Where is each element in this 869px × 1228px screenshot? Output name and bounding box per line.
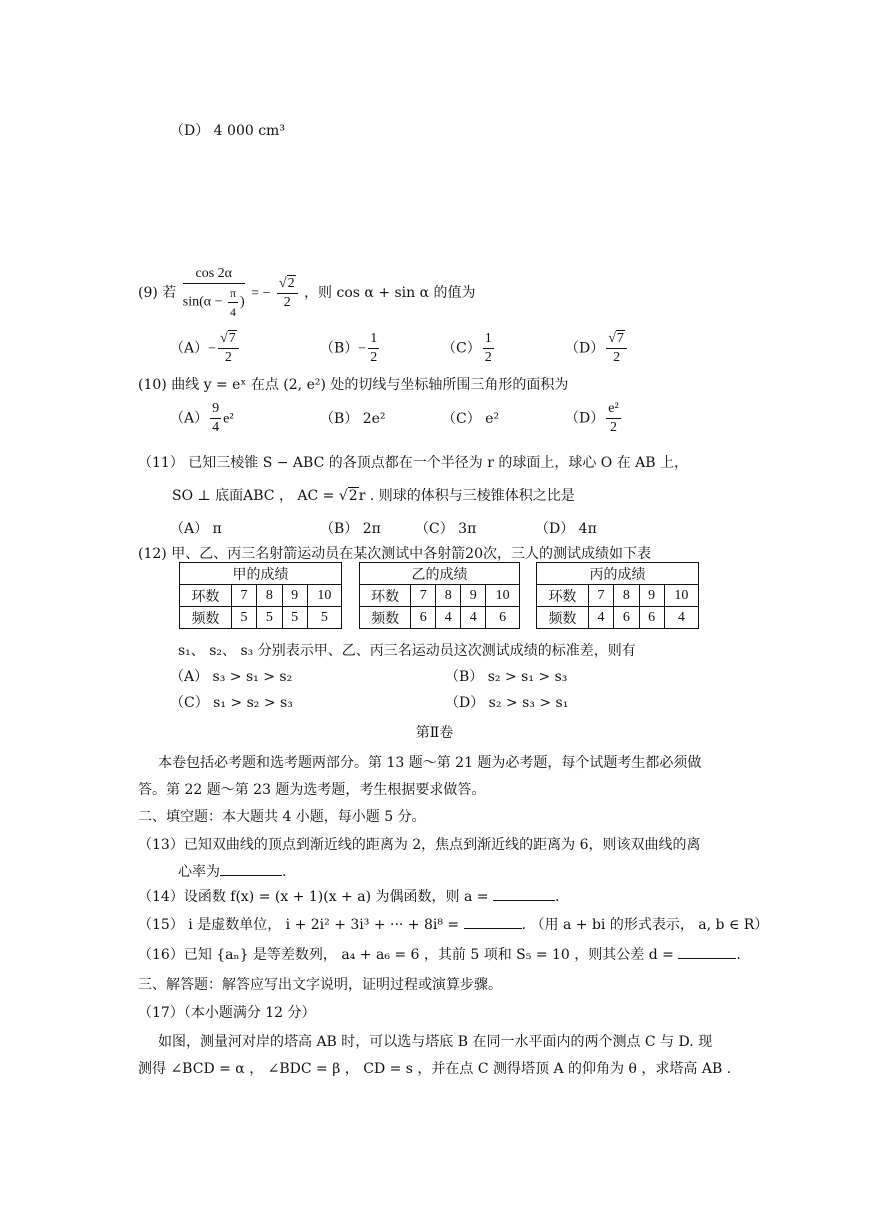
q12-option-a: （A） s₃ > s₁ > s₂ (170, 669, 293, 685)
q13-answer-blank (220, 863, 282, 876)
q9-option-a-label: （A） (170, 340, 209, 357)
table-cell: 频数 (360, 607, 411, 629)
q14-answer-blank (493, 888, 555, 901)
table-row (537, 607, 699, 629)
q9-den-sin: sin(α − (182, 294, 226, 310)
q11-option-a: （A） π (170, 521, 222, 537)
table-cell: 频数 (537, 607, 589, 629)
part2-intro-line2: 答。第 22 题～第 23 题为选考题，考生根据要求做答。 (138, 782, 486, 798)
q9-option-d-radicand: 7 (616, 331, 624, 346)
table-row (537, 585, 699, 607)
q9-lhs-numerator: cos 2α (183, 265, 245, 284)
q9-option-c-den: 2 (484, 350, 492, 365)
q8-option-d: （D） 4 000 cm³ (170, 123, 285, 139)
table-cell: 6 (486, 607, 520, 629)
q9-option-a (170, 330, 241, 367)
table-cell: 5 (282, 607, 307, 629)
q14 (138, 886, 559, 906)
q9-den-pi: π (228, 284, 238, 303)
table-cell: 频数 (180, 607, 232, 629)
q11-stem2-b: r . 则球的体积与三棱锥体积之比是 (358, 488, 575, 504)
q9-option-b-frac (368, 330, 379, 367)
q9-den-pi-frac (228, 284, 238, 321)
table-row (180, 607, 342, 629)
q9-number: (9) (138, 285, 158, 301)
q10-option-a-frac (210, 400, 221, 437)
q9-option-d-den: 2 (613, 350, 621, 365)
section2-heading: 二、填空题：本大题共 4 小题，每小题 5 分。 (138, 809, 426, 825)
table-cell: 4 (436, 607, 461, 629)
q9-option-b (320, 330, 381, 367)
q11-stem2-a: SO ⊥ 底面ABC ， AC = (172, 488, 339, 504)
table-cell: 6 (639, 607, 664, 629)
table-cell: 8 (257, 585, 282, 607)
q10-option-a-label: （A） (170, 410, 209, 427)
q10-option-d-label: （D） (565, 410, 605, 427)
q10-option-a-den: 4 (212, 420, 220, 435)
q9-option-d-label: （D） (565, 340, 605, 357)
q13-prompt: 心率为 (178, 864, 220, 880)
q17-heading: （17）（本小题满分 12 分） (138, 1005, 316, 1021)
q10-option-c: （C） e² (442, 411, 500, 427)
table-cell: 环数 (360, 585, 411, 607)
q11-option-b: （B） 2π (320, 521, 381, 537)
q9-den-close: ) (240, 294, 245, 310)
q9-rhs-radicand: 2 (287, 275, 295, 291)
q12-option-b: （B） s₂ > s₁ > s₃ (445, 669, 568, 685)
q16 (138, 944, 741, 964)
table-cell: 10 (486, 585, 520, 607)
q15-end: . （用 a + bi 的形式表示， a, b ∈ R） (521, 917, 769, 933)
q9-option-b-sign: − (358, 341, 367, 357)
q9-option-a-sign: − (208, 341, 217, 357)
table-cell: 7 (411, 585, 436, 607)
section3-heading: 三、解答题：解答应写出文字说明，证明过程或演算步骤。 (138, 977, 502, 993)
table-cell: 4 (588, 607, 613, 629)
table-cell: 7 (231, 585, 256, 607)
q15 (138, 914, 768, 934)
table-cell: 7 (588, 585, 613, 607)
table-cell: 8 (614, 585, 639, 607)
q14-end: . (554, 889, 560, 905)
part2-intro-line1: 本卷包括必考题和选考题两部分。第 13 题～第 21 题为必考题，每个试题考生都必须做 (158, 755, 702, 771)
q9-stem (138, 265, 476, 321)
q15-text: （15） i 是虚数单位， i + 2i² + 3i³ + ··· + 8i⁸ = (138, 917, 460, 933)
q9-option-a-frac (218, 330, 239, 367)
q17-line2: 测得 ∠BCD = α ， ∠BDC = β ， CD = s ，并在点 C 测得塔顶 A 的仰角为 θ ，求塔高 AB . (138, 1061, 732, 1077)
q9-ruo: 若 (162, 285, 177, 301)
q14-text: （14）设函数 f(x) = (x + 1)(x + a) 为偶函数，则 a = (138, 889, 489, 905)
q16-text: （16）已知 {aₙ} 是等差数列， a₄ + a₆ = 6 ，其前 5 项和 S₅ = 10 ，则其公差 d = (138, 947, 674, 963)
q15-answer-blank (464, 916, 522, 929)
q10-option-a-num: 9 (210, 400, 221, 419)
q13-line1: （13）已知双曲线的顶点到渐近线的距离为 2，焦点到渐近线的距离为 6，则该双曲线的离 (138, 837, 701, 853)
q11-stem-line1: （11） 已知三棱锥 S − ABC 的各顶点都在一个半径为 r 的球面上，球心 O 在 AB 上， (138, 455, 689, 471)
table-cell: 10 (307, 585, 341, 607)
q12-stem: (12) 甲、乙、丙三名射箭运动员在某次测试中各射箭20次，三人的测试成绩如下表 (138, 546, 652, 562)
q11-stem2-sqrt: 2 (348, 488, 358, 504)
q12-option-c: （C） s₁ > s₂ > s₃ (170, 695, 293, 711)
q9-lhs-fraction (183, 265, 245, 321)
q9-rhs-fraction (277, 275, 298, 312)
table-title: 乙的成绩 (360, 563, 520, 585)
q9-option-a-radicand: 7 (228, 331, 236, 346)
table-cell: 4 (664, 607, 698, 629)
table-cell: 5 (231, 607, 256, 629)
q10-option-a (170, 400, 234, 437)
q10-option-b: （B） 2e² (320, 411, 386, 427)
table-cell: 8 (436, 585, 461, 607)
table-cell: 5 (257, 607, 282, 629)
q11-option-c: （C） 3π (415, 521, 477, 537)
q10-option-d-num: e² (606, 400, 620, 419)
q13-end: . (282, 864, 287, 880)
table-title: 丙的成绩 (537, 563, 699, 585)
q9-tail: ，则 cos α + sin α 的值为 (304, 285, 476, 301)
table-cell: 9 (639, 585, 664, 607)
score-table-bing (536, 562, 699, 629)
part2-title: 第Ⅱ卷 (415, 725, 454, 741)
q11-option-d: （D） 4π (535, 521, 597, 537)
q13-line2 (178, 861, 286, 881)
score-table-yi (359, 562, 520, 629)
q9-eq: = − (251, 286, 271, 301)
q9-option-d-frac (606, 330, 627, 367)
q17-line1: 如图，测量河对岸的塔高 AB 时，可以选与塔底 B 在同一水平面内的两个测点 C 与 D. 现 (158, 1034, 713, 1050)
q10-stem: (10) 曲线 y = eˣ 在点 (2, e²) 处的切线与坐标轴所围三角形的面积为 (138, 377, 569, 393)
q9-option-c-frac (483, 330, 494, 367)
q9-option-b-den: 2 (370, 350, 378, 365)
q9-option-d-num: √7 (606, 330, 627, 349)
table-row (360, 607, 520, 629)
q9-rhs-denominator: 2 (283, 294, 291, 310)
q9-option-b-label: （B） (320, 340, 359, 357)
q10-option-d-frac (606, 400, 620, 437)
q9-option-b-num: 1 (368, 330, 379, 349)
q9-option-c-num: 1 (483, 330, 494, 349)
q9-den-4: 4 (230, 305, 237, 319)
table-row (360, 585, 520, 607)
table-cell: 9 (282, 585, 307, 607)
table-cell: 环数 (180, 585, 232, 607)
q10-option-d (565, 400, 623, 437)
table-cell: 4 (461, 607, 486, 629)
q16-answer-blank (678, 946, 736, 959)
q9-option-c-label: （C） (442, 340, 481, 357)
score-table-jia (179, 562, 342, 629)
table-cell: 5 (307, 607, 341, 629)
q9-rhs-numerator: √2 (277, 275, 298, 294)
q9-option-a-den: 2 (224, 350, 232, 365)
table-cell: 6 (411, 607, 436, 629)
table-title: 甲的成绩 (180, 563, 342, 585)
q9-option-d (565, 330, 629, 367)
q16-end: . (736, 947, 741, 963)
q12-option-d: （D） s₂ > s₃ > s₁ (445, 695, 569, 711)
q11-stem-line2: SO ⊥ 底面ABC ， AC = √2r . 则球的体积与三棱锥体积之比是 (172, 488, 575, 504)
q10-option-d-den: 2 (609, 420, 617, 435)
q9-lhs-denominator (183, 284, 245, 321)
table-cell: 9 (461, 585, 486, 607)
table-cell: 环数 (537, 585, 589, 607)
q12-note: s₁、 s₂、 s₃ 分别表示甲、乙、丙三名运动员这次测试成绩的标准差，则有 (178, 643, 636, 659)
table-cell: 6 (614, 607, 639, 629)
table-row (180, 585, 342, 607)
q9-option-c (442, 330, 496, 367)
table-cell: 10 (664, 585, 698, 607)
q10-option-a-tail: e² (223, 411, 234, 427)
q9-option-a-num: √7 (218, 330, 239, 349)
